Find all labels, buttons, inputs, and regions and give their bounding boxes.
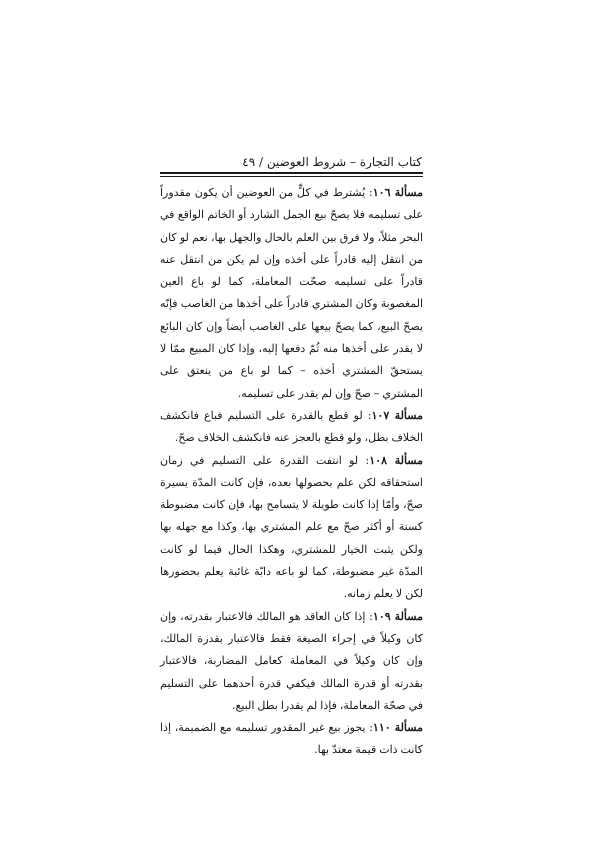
- page-body: [160, 182, 423, 762]
- running-header: [160, 146, 422, 168]
- issue-label: مسألة ١٠٨: [369, 453, 423, 467]
- issue-text: : لو انتفت القدرة على التسليم في زمان استحقاقه لكن علم بحصولها بعده، فإن كانت المدّة يسيرة صحّ، وأمّا إذا كانت طويلة لا يتسامح بها، فإن كانت مضبوطة كسنة أو أكثر صحّ مع علم المشتري بها، وكذا مع جهله بها ولكن يثبت الخيار للمشتري، وهكذا الحال فيما لو كانت المدّة غير مضبوطة، كما لو باعه دابّة غائبة يعلم بحضورها لكن لا يعلم زمانه.: [160, 453, 423, 601]
- issue-text: : إذا كان العاقد هو المالك فالاعتبار بقدرته، وإن كان وكيلاً في إجراء الصيغة فقط فالاعتبار بقدرة المالك، وإن كان وكيلاً في المعاملة كعامل المضاربة، فالاعتبار بقدرته أو قدرة المالك فيكفي قدرة أحدهما على التسليم في صحّة المعاملة، فإذا لم يقدرا بطل البيع.: [160, 609, 423, 712]
- issue-text: : يُشترط في كلٍّ من العوضين أن يكون مقدوراً على تسليمه فلا يصحّ بيع الجمل الشارد أو الخاتم الواقع في البحر مثلاً، ولا فرق بين العلم بالحال والجهل بها، نعم لو كان من انتقل إليه قادراً على أخذه وإن لم يكن من انتقل عنه قادراً على تسليمه صحّت المعاملة، كما لو باع العين المغصوبة وكان المشتري قادراً على أخذها من الغاصب فإنّه يصحّ البيع، كما يصحّ بيعها على الغاصب أيضاً وإن كان البائع لا يقدر على أخذها منه ثُمّ دفعها إليه، وإذا كان المبيع ممّا لا يستحقّ المشتري أخذه – كما لو باع من ينعتق على المشتري – صحّ وإن لم يقدر على تسليمه.: [160, 186, 423, 400]
- issue-label: مسألة ١٠٧: [371, 408, 423, 422]
- issue-paragraph-109: [160, 606, 423, 717]
- issue-text: : يجوز بيع غير المقدور تسليمه مع الضميمة، إذا كانت ذات قيمة معتدّ بها.: [160, 721, 423, 757]
- issue-paragraph-107: [160, 405, 423, 450]
- header-title: كتاب التجارة – شروط العوضين / ٤٩: [242, 155, 422, 169]
- issue-label: مسألة ١٠٩: [372, 609, 423, 623]
- issue-text: : لو قطع بالقدرة على التسليم فباع فانكشف الخلاف بطل، ولو قطع بالعجز عنه فانكشف الخلاف صحّ.: [160, 408, 423, 445]
- issue-label: مسألة ١٠٦: [372, 186, 423, 199]
- issue-paragraph-108: [160, 450, 423, 606]
- header-rule-thick: [160, 172, 423, 174]
- issue-label: مسألة ١١٠: [372, 721, 423, 735]
- header-rule-thin: [160, 176, 423, 177]
- issue-paragraph-106: [160, 182, 423, 405]
- issue-paragraph-110: [160, 717, 423, 762]
